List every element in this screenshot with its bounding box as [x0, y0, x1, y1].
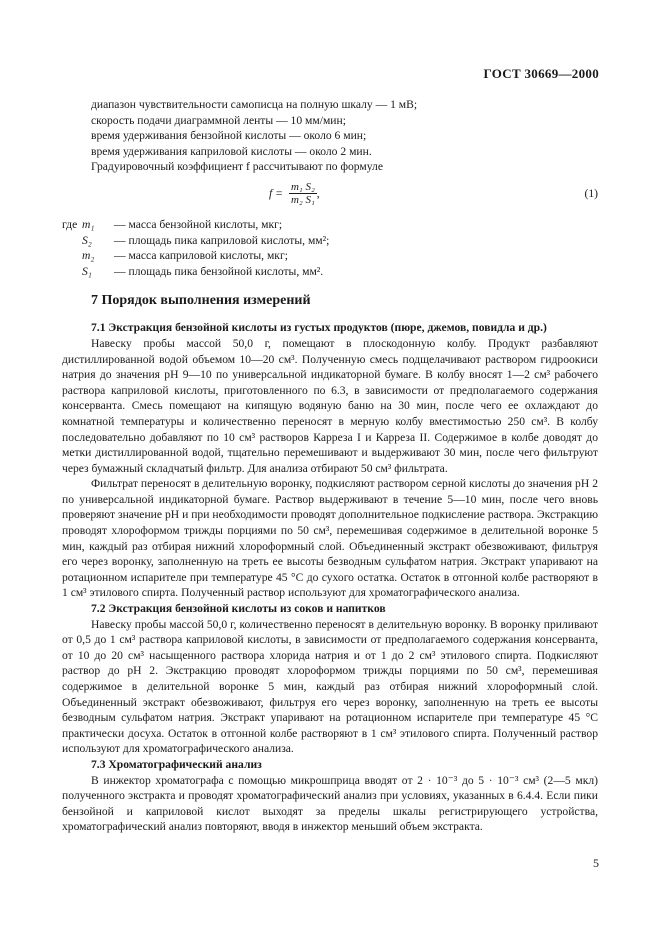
- section-heading: 7 Порядок выполнения измерений: [91, 293, 311, 309]
- page-content: [62, 97, 598, 835]
- equation-number: (1): [584, 186, 598, 200]
- intro-line: время удерживания бензойной кислоты — около 6 мин;: [91, 129, 367, 143]
- definition-text: — площадь пика бензойной кислоты, мм².: [114, 264, 324, 278]
- document-header: ГОСТ 30669—2000: [483, 66, 599, 81]
- subsection-heading: 7.2 Экстракция бензойной кислоты из соков и напитков: [91, 602, 386, 616]
- definition-item: [62, 264, 598, 280]
- intro-line: диапазон чувствительности самописца на полную шкалу — 1 мВ;: [91, 98, 418, 111]
- formula-fraction: [289, 181, 317, 206]
- paragraph: Навеску пробы массой 50,0 г, помещают в плоскодонную колбу. Продукт разбавляют дистиллированной водой объемом 10—20 см³. Полученную смесь подщелачивают раствором гидроокиси натрия до значения pH 9—10 по универсальной индикаторной бумаге. В колбу вносят 1—2 см³ рабочего раствора каприловой кислоты, приготовленного по 6.3, в зависимости от предполагаемого содержания консерванта. Смесь помещают на кипящую водяную баню на 30 мин, после чего ее охлаждают до комнатной температуры и количественно переносят в мерную колбу вместимостью 250 см³. В колбу последовательно добавляют по 10 см³ растворов Карреза I и Карреза II. Содержимое в колбе доводят до метки дистиллированной водой, тщательно перемешивают и выдерживают 30 мин, после чего фильтруют через бумажный складчатый фильтр. Для анализа отбирают 50 см³ фильтрата.: [62, 336, 598, 475]
- paragraph: В инжектор хроматографа с помощью микрошприца вводят от 2 · 10⁻³ до 5 · 10⁻³ см³ (2—5 мкл) полученного экстракта и проводят хроматографический анализ при условиях, указанных в 6.4.4. Если пики бензойной и каприловой кислот выходят за пределы шкалы регистрирующего устройства, хроматографический анализ повторяют, вводя в инжектор меньший объем экстракта.: [62, 773, 598, 834]
- formula-lhs: f =: [269, 186, 283, 200]
- intro-line: Градуировочный коэффициент f рассчитывают по формуле: [91, 160, 383, 174]
- definitions-list: [62, 217, 598, 279]
- definition-text: — масса каприловой кислоты, мкг;: [114, 249, 288, 263]
- paragraph: Фильтрат переносят в делительную воронку, подкисляют раствором серной кислоты до значения pH 2 по универсальной индикаторной бумаге. Раствор выдерживают в течение 5—10 мин, после чего вновь проверяют значение pH и при необходимости проводят дополнительное подкисление раствора. Экстракцию проводят хлороформом трижды порциями по 50 см³, перемешивая содержимое в делительной воронке 5 мин, каждый раз отбирая нижний хлороформный слой. Объединенный экстракт обезвоживают, фильтруя его через воронку, заполненную на треть ее высоты безводным сульфатом натрия. Экстракт упаривают на ротационном испарителе при температуре 45 °С до сухого остатка. Остаток в отгонной колбе растворяют в 1 см³ этилового спирта. Полученный раствор используют для хроматографического анализа.: [62, 477, 598, 600]
- definition-symbol: m₁: [82, 217, 95, 231]
- paragraph: Навеску пробы массой 50,0 г, количественно переносят в делительную воронку. В воронку приливают от 0,5 до 1 см³ раствора каприловой кислоты, в зависимости от предполагаемого содержания консерванта, от 10 до 20 см³ насыщенного раствора хлорида натрия и от 1 до 2 см³ этилового спирта. Подкисляют раствор до pH 2. Экстракцию проводят хлороформом трижды порциями по 50 см³, перемешивая содержимое в делительной воронке 5 мин, каждый раз отбирая нижний хлороформный слой. Объединенный экстракт обезвоживают, фильтруя его через воронку, заполненную на треть ее высоты безводным сульфатом натрия. Экстракт упаривают на ротационном испарителе при температуре 45 °С практически досуха. Остаток в отгонной колбе растворяют в 1 см³ этилового спирта. Полученный раствор используют для хроматографического анализа.: [62, 617, 598, 756]
- definition-symbol: S₁: [82, 264, 92, 278]
- subsection-heading: 7.3 Хроматографический анализ: [91, 757, 262, 771]
- formula-denominator: m₂ S₁: [290, 193, 315, 206]
- definition-text: — масса бензойной кислоты, мкг;: [114, 217, 283, 231]
- definition-item: где m₁ — масса бензойной кислоты, мкг;: [62, 217, 283, 231]
- formula-comma: ,: [316, 186, 320, 200]
- definition-text: — площадь пика каприловой кислоты, мм²;: [114, 233, 330, 247]
- formula-numerator: m₁ S₂: [290, 180, 315, 193]
- subsection-heading: 7.1 Экстракция бензойной кислоты из густых продуктов (пюре, джемов, повидла и др.): [91, 321, 547, 335]
- definition-item: [62, 233, 598, 249]
- intro-line: время удерживания каприловой кислоты — около 2 мин.: [91, 144, 372, 158]
- formula: [62, 179, 598, 215]
- definition-item: [62, 248, 598, 264]
- page-number: 5: [593, 856, 599, 870]
- intro-line: скорость подачи диаграммной ленты — 10 мм/мин;: [91, 113, 346, 127]
- definition-symbol: m₂: [82, 249, 95, 263]
- definition-symbol: S₂: [82, 233, 92, 247]
